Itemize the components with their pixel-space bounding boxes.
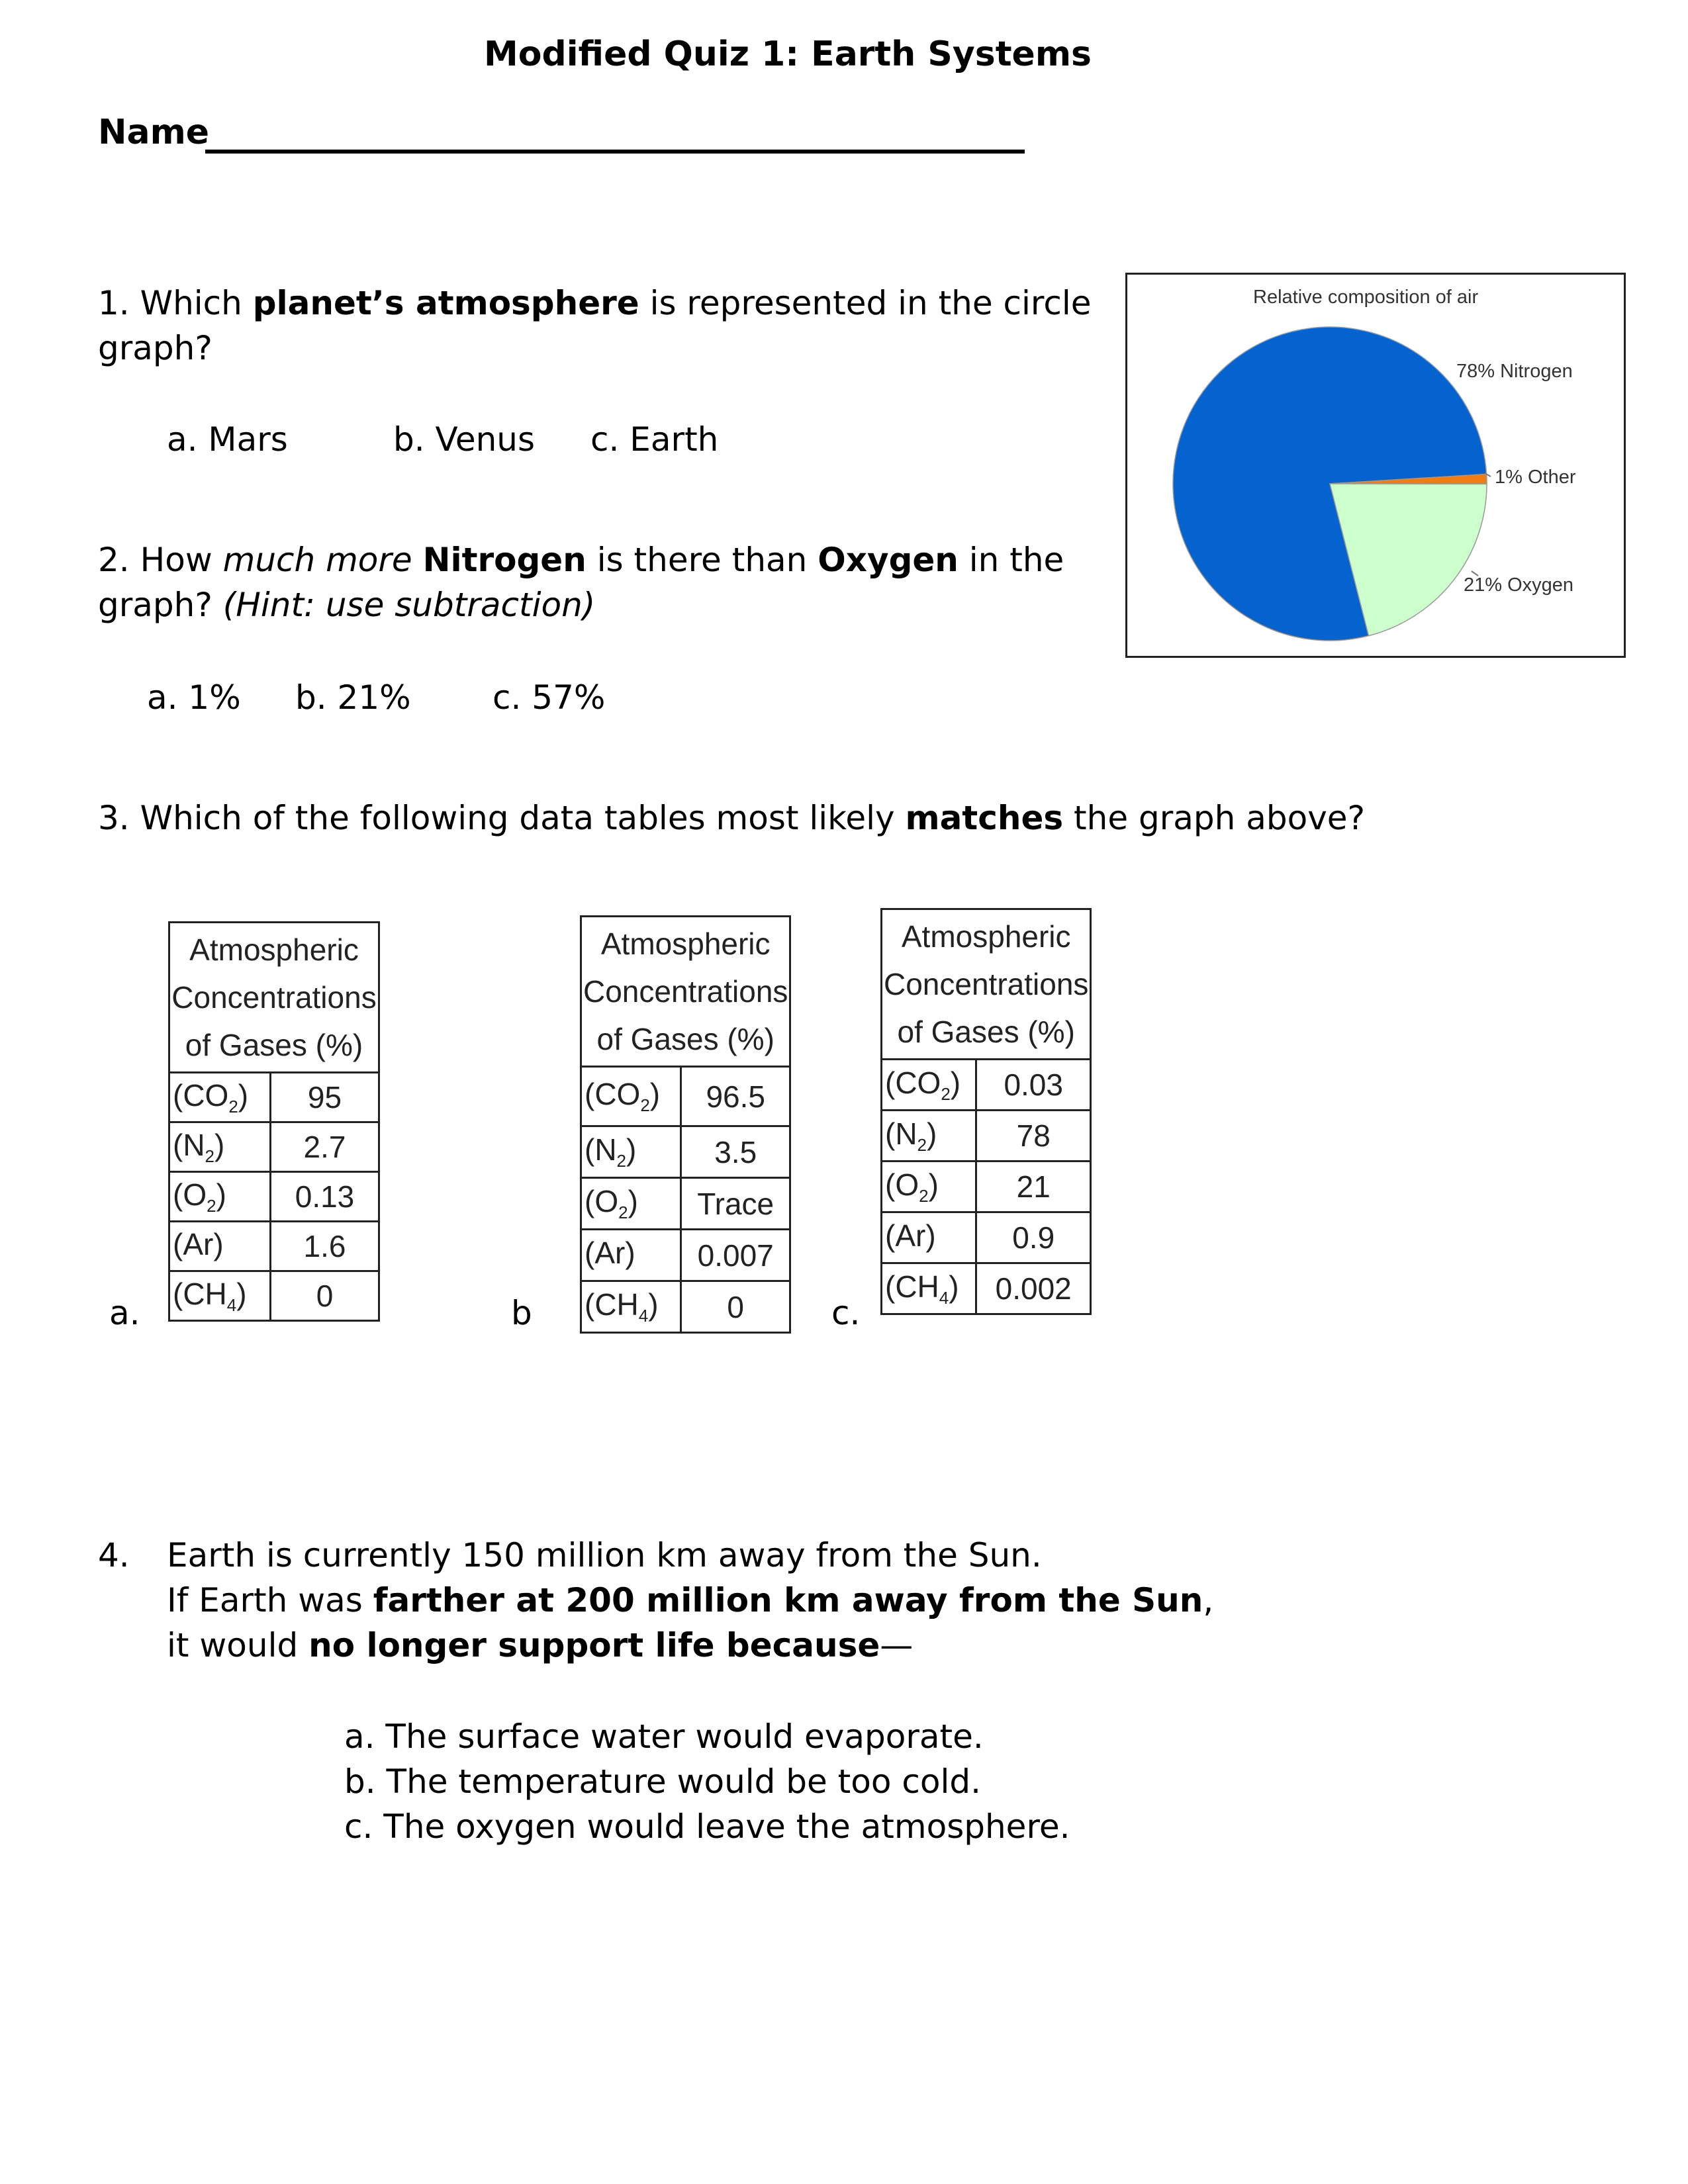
name-blank-line[interactable] [205, 150, 1025, 154]
pie-chart-svg [1127, 275, 1628, 660]
question-2-hint: (Hint: use subtraction) [222, 586, 596, 624]
question-3-post: the graph above? [1063, 799, 1366, 837]
gas-ar: (Ar) [581, 1230, 681, 1281]
question-1-text-bold: planet’s atmosphere [252, 284, 639, 322]
q4-option-b[interactable]: b. The temperature would be too cold. [344, 1762, 981, 1801]
question-3-bold: matches [905, 799, 1064, 837]
gas-n2: $(N_2)$ [169, 1122, 271, 1172]
table-header [882, 909, 1091, 1060]
data-table-b [580, 915, 791, 1334]
question-2-line2-text: graph? [98, 586, 223, 624]
gas-ar: (Ar) [882, 1212, 976, 1263]
label-nitrogen: 78% Nitrogen [1456, 361, 1573, 382]
value-o2: 0.13 [271, 1172, 379, 1222]
value-n2: 3.5 [681, 1126, 790, 1178]
gas-co2: $(CO_2)$ [581, 1067, 681, 1126]
question-2-nitrogen: Nitrogen [422, 541, 586, 579]
gas-o2: $(O_2)$ [581, 1178, 681, 1230]
gas-o2: $(O_2)$ [882, 1161, 976, 1212]
question-4-line-1: Earth is currently 150 million km away from the Sun. [167, 1536, 1042, 1574]
question-4-line3-pre: it would [167, 1626, 309, 1664]
header-line-3: of Gases (%) [596, 1022, 774, 1056]
value-ch4: 0.002 [976, 1263, 1091, 1314]
q4-option-a[interactable]: a. The surface water would evaporate. [344, 1717, 984, 1756]
question-4-line-2 [167, 1578, 1213, 1623]
q4-option-c[interactable]: c. The oxygen would leave the atmosphere. [344, 1807, 1070, 1846]
value-co2: 0.03 [976, 1060, 1091, 1111]
question-2-oxygen: Oxygen [818, 541, 959, 579]
gas-ar: (Ar) [169, 1222, 271, 1271]
gas-co2: $(CO_2)$ [882, 1060, 976, 1111]
gas-ch4: $(CH_4)$ [169, 1271, 271, 1321]
value-o2: 21 [976, 1161, 1091, 1212]
question-2-mid: is there than [586, 541, 818, 579]
question-2-number: 2. [98, 541, 130, 579]
question-4-line2-pre: If Earth was [167, 1581, 373, 1619]
table-header [581, 917, 790, 1067]
question-2-line-1 [98, 537, 1064, 582]
question-2-space [412, 541, 423, 579]
question-4-line3-post: — [880, 1626, 914, 1664]
gas-ch4: $(CH_4)$ [882, 1263, 976, 1314]
header-line-2: Concentrations [171, 980, 377, 1015]
value-n2: 2.7 [271, 1122, 379, 1172]
quiz-title: Modified Quiz 1: Earth Systems [484, 34, 1092, 74]
chart-title: Relative composition of air [1253, 287, 1479, 308]
question-2-pre: How [140, 541, 223, 579]
value-n2: 78 [976, 1111, 1091, 1161]
air-composition-chart [1125, 273, 1626, 658]
q1-option-c[interactable]: c. Earth [590, 420, 719, 459]
table-a-label[interactable]: a. [109, 1294, 140, 1332]
question-3-number: 3. [98, 799, 130, 837]
question-1-text-post: is represented in the circle [639, 284, 1092, 322]
header-line-1: Atmospheric [901, 919, 1071, 954]
question-1-text-pre: Which [140, 284, 253, 322]
q2-option-a[interactable]: a. 1% [147, 678, 241, 717]
question-4-line2-bold: farther at 200 million km away from the Sun [373, 1581, 1203, 1619]
label-other: 1% Other [1495, 467, 1576, 488]
header-line-3: of Gases (%) [185, 1028, 363, 1062]
question-1-line-2: graph? [98, 329, 212, 367]
header-line-2: Concentrations [884, 967, 1089, 1001]
table-b-label[interactable]: b [511, 1294, 532, 1332]
header-line-3: of Gases (%) [897, 1015, 1075, 1049]
q1-option-a[interactable]: a. Mars [167, 420, 288, 459]
table-header [169, 923, 379, 1073]
table-c-label[interactable]: c. [831, 1294, 861, 1332]
value-o2: Trace [681, 1178, 790, 1230]
value-co2: 96.5 [681, 1067, 790, 1126]
q1-option-b[interactable]: b. Venus [393, 420, 536, 459]
question-1-number: 1. [98, 284, 130, 322]
gas-n2: $(N_2)$ [882, 1111, 976, 1161]
header-line-1: Atmospheric [600, 927, 771, 961]
header-line-2: Concentrations [583, 974, 788, 1009]
gas-co2: $(CO_2)$ [169, 1073, 271, 1122]
question-1-line-1 [98, 281, 1092, 326]
question-4-line-3 [167, 1623, 913, 1668]
name-label: Name [98, 113, 210, 152]
header-line-1: Atmospheric [189, 933, 359, 967]
value-ch4: 0 [271, 1271, 379, 1321]
question-2-line-2 [98, 582, 595, 627]
question-3 [98, 796, 1365, 841]
q2-option-b[interactable]: b. 21% [295, 678, 411, 717]
data-table-a [168, 921, 380, 1322]
question-2-post: in the [958, 541, 1064, 579]
gas-o2: $(O_2)$ [169, 1172, 271, 1222]
question-2-italic: much more [222, 541, 412, 579]
value-ar: 0.9 [976, 1212, 1091, 1263]
data-table-c [880, 908, 1092, 1315]
question-3-pre: Which of the following data tables most likely [140, 799, 906, 837]
q2-option-c[interactable]: c. 57% [492, 678, 606, 717]
value-ar: 1.6 [271, 1222, 379, 1271]
value-co2: 95 [271, 1073, 379, 1122]
value-ch4: 0 [681, 1281, 790, 1333]
gas-ch4: $(CH_4)$ [581, 1281, 681, 1333]
label-oxygen: 21% Oxygen [1464, 574, 1574, 596]
gas-n2: $(N_2)$ [581, 1126, 681, 1178]
value-ar: 0.007 [681, 1230, 790, 1281]
question-4-line2-post: , [1203, 1581, 1214, 1619]
question-4-line3-bold: no longer support life because [308, 1626, 880, 1664]
question-4-number: 4. [98, 1536, 130, 1574]
